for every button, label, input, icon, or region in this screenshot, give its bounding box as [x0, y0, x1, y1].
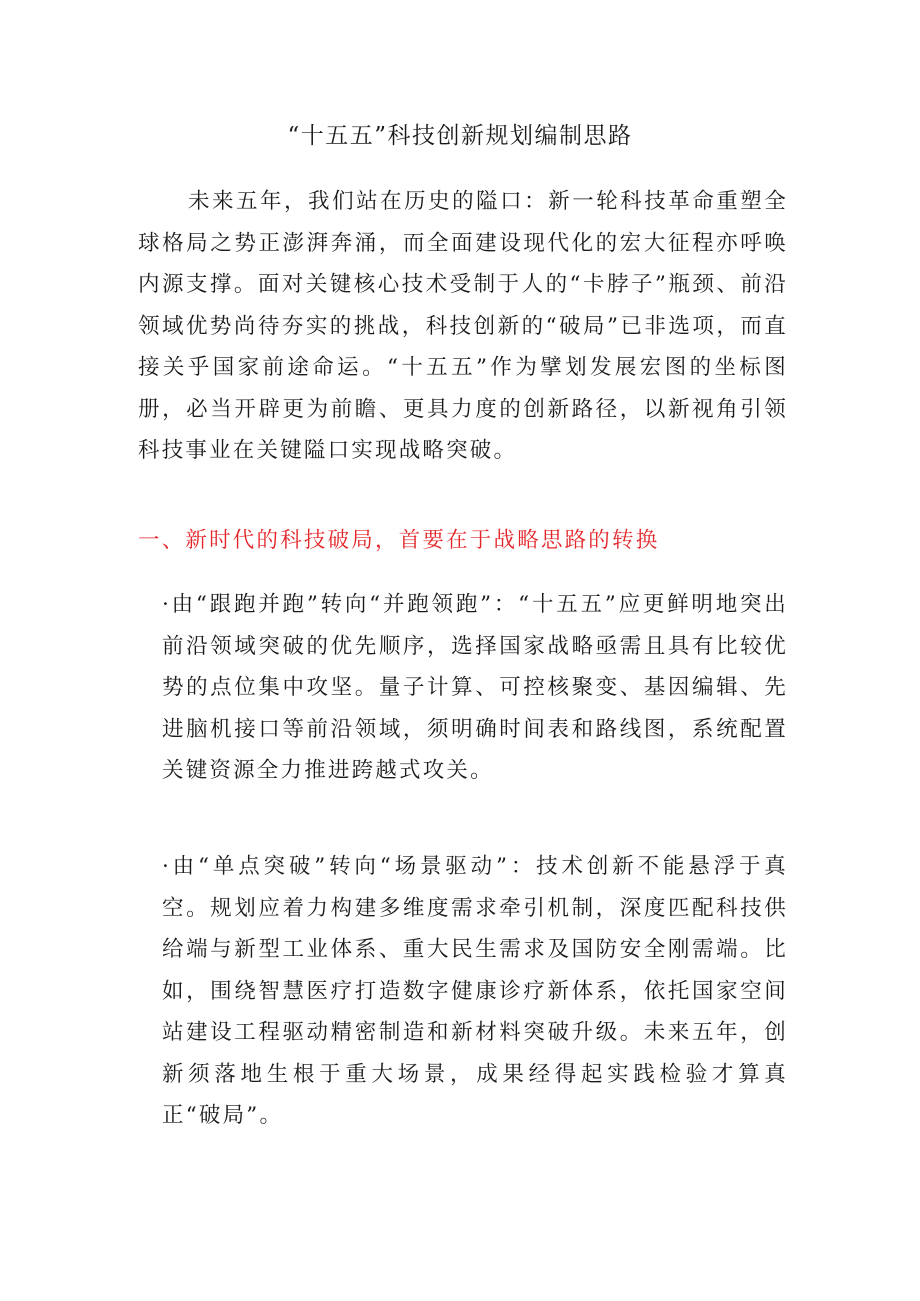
bullet-paragraph-1: ·由“跟跑并跑”转向“并跑领跑”：“十五五”应更鲜明地突出前沿领域突破的优先顺序，选择国家战略亟需且具有比较优势的点位集中攻坚。量子计算、可控核聚变、基因编辑、先进脑机接口等前沿领域，须明确时间表和路线图，系统配置关键资源全力推进跨越式攻关。	[162, 592, 788, 783]
intro-paragraph: 未来五年，我们站在历史的隘口：新一轮科技革命重塑全球格局之势正澎湃奔涌，而全面建设现代化的宏大征程亦呼唤内源支撑。面对关键核心技术受制于人的“卡脖子”瓶颈、前沿领域优势尚待夯实的挑战，科技创新的“破局”已非选项，而直接关乎国家前途命运。“十五五”作为擘划发展宏图的坐标图册，必当开辟更为前瞻、更具力度的创新路径，以新视角引领科技事业在关键隘口实现战略突破。	[138, 189, 788, 463]
section-heading-1: 一、新时代的科技破局，首要在于战略思路的转换	[138, 528, 660, 553]
document-title: “十五五”科技创新规划编制思路	[287, 123, 633, 149]
bullet-paragraph-2: ·由“单点突破”转向“场景驱动”：技术创新不能悬浮于真空。规划应着力构建多维度需求牵引机制，深度匹配科技供给端与新型工业体系、重大民生需求及国防安全刚需端。比如，围绕智慧医疗打造数字健康诊疗新体系，依托国家空间站建设工程驱动精密制造和新材料突破升级。未来五年，创新须落地生根于重大场景，成果经得起实践检验才算真正“破局”。	[162, 854, 788, 1128]
